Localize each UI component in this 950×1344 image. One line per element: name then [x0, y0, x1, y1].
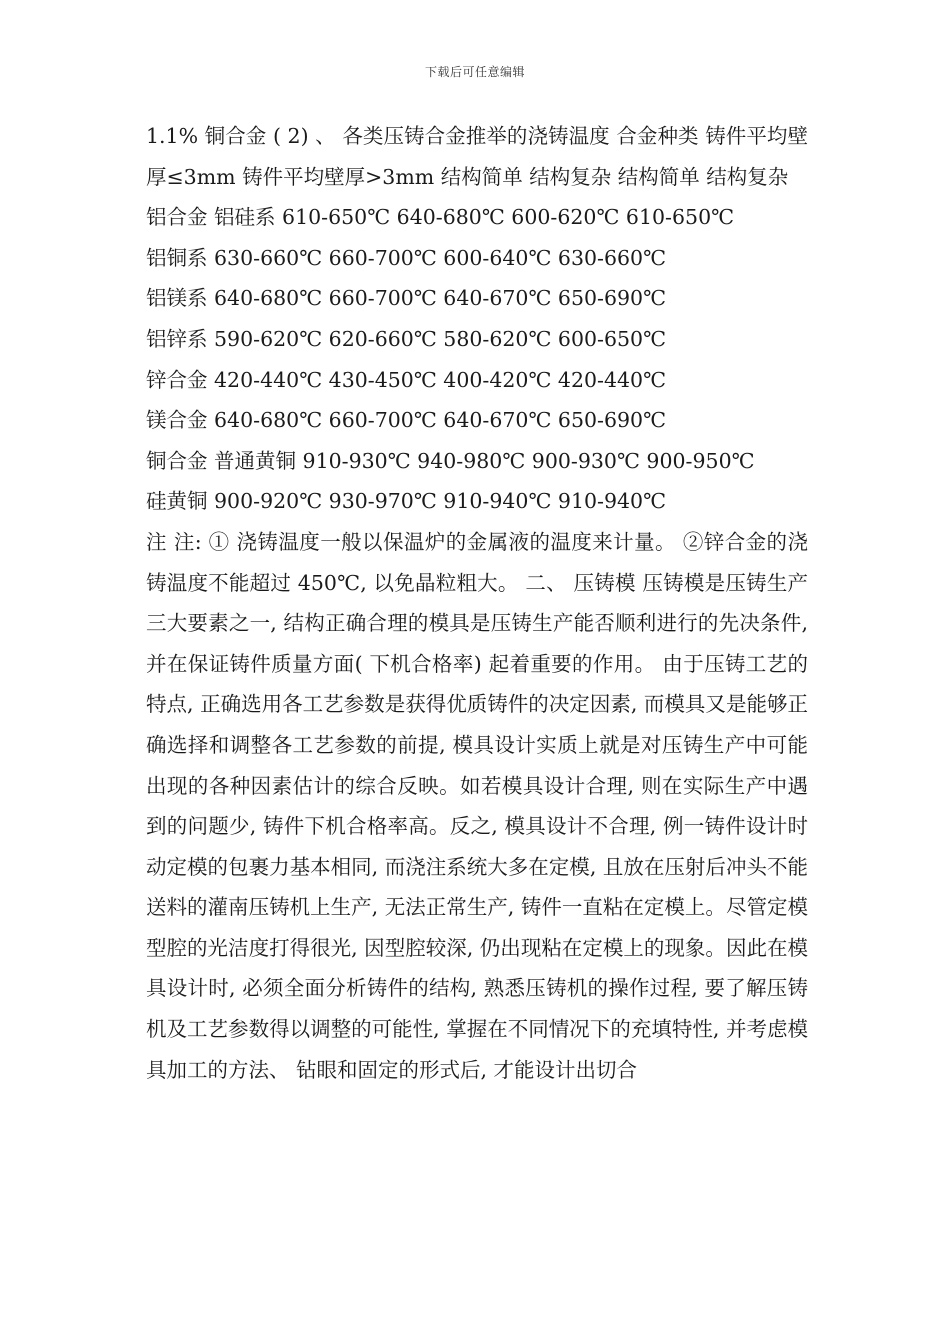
temperature-table [146, 197, 808, 522]
document-content [146, 116, 808, 1090]
table-row: 铝铜系 630-660℃ 660-700℃ 600-640℃ 630-660℃ [146, 245, 667, 270]
intro-paragraph: 1.1% 铜合金 ( 2) 、 各类压铸合金推举的浇铸温度 合金种类 铸件平均壁厚≤3mm 铸件平均壁厚>3mm 结构简单 结构复杂 结构简单 结构复杂 [146, 124, 808, 189]
table-row: 锌合金 420-440℃ 430-450℃ 400-420℃ 420-440℃ [146, 367, 667, 392]
table-row: 铝锌系 590-620℃ 620-660℃ 580-620℃ 600-650℃ [146, 326, 667, 351]
table-row: 镁合金 640-680℃ 660-700℃ 640-670℃ 650-690℃ [146, 408, 667, 433]
table-row: 硅黄铜 900-920℃ 930-970℃ 910-940℃ 910-940℃ [146, 489, 667, 514]
body-paragraph: 注 注: ① 浇铸温度一般以保温炉的金属液的温度来计量。 ②锌合金的浇铸温度不能超过 450℃, 以免晶粒粗大。 二、 压铸模 压铸模是压铸生产三大要素之一, 结构正确合理的模具是压铸生产能否顺利进行的先决条件, 并在保证铸件质量方面( 下机合格率) 起着重要的作用。 由于压铸工艺的特点, 正确选用各工艺参数是获得优质铸件的决定因素, 而模具又是能够正确选择和调整各工艺参数的前提, 模具设计实质上就是对压铸生产中可能出现的各种因素估计的综合反映。如若模具设计合理, 则在实际生产中遇到的问题少, 铸件下机合格率高。反之, 模具设计不合理, 例一铸件设计时动定模的包裹力基本相同, 而浇注系统大多在定模, 且放在压射后冲头不能送料的灌南压铸机上生产, 无法正常生产, 铸件一直粘在定模上。尽管定模型腔的光洁度打得很光, 因型腔较深, 仍出现粘在定模上的现象。因此在模具设计时, 必须全面分析铸件的结构, 熟悉压铸机的操作过程, 要了解压铸机及工艺参数得以调整的可能性, 掌握在不同情况下的充填特性, 并考虑模具加工的方法、 钻眼和固定的形式后, 才能设计出切合 [146, 529, 808, 1082]
table-row: 铝镁系 640-680℃ 660-700℃ 640-670℃ 650-690℃ [146, 286, 667, 311]
page-header: 下载后可任意编辑 [424, 65, 525, 79]
table-row: 铜合金 普通黄铜 910-930℃ 940-980℃ 900-930℃ 900-950℃ [146, 448, 755, 473]
table-row: 铝合金 铝硅系 610-650℃ 640-680℃ 600-620℃ 610-650℃ [146, 205, 735, 230]
